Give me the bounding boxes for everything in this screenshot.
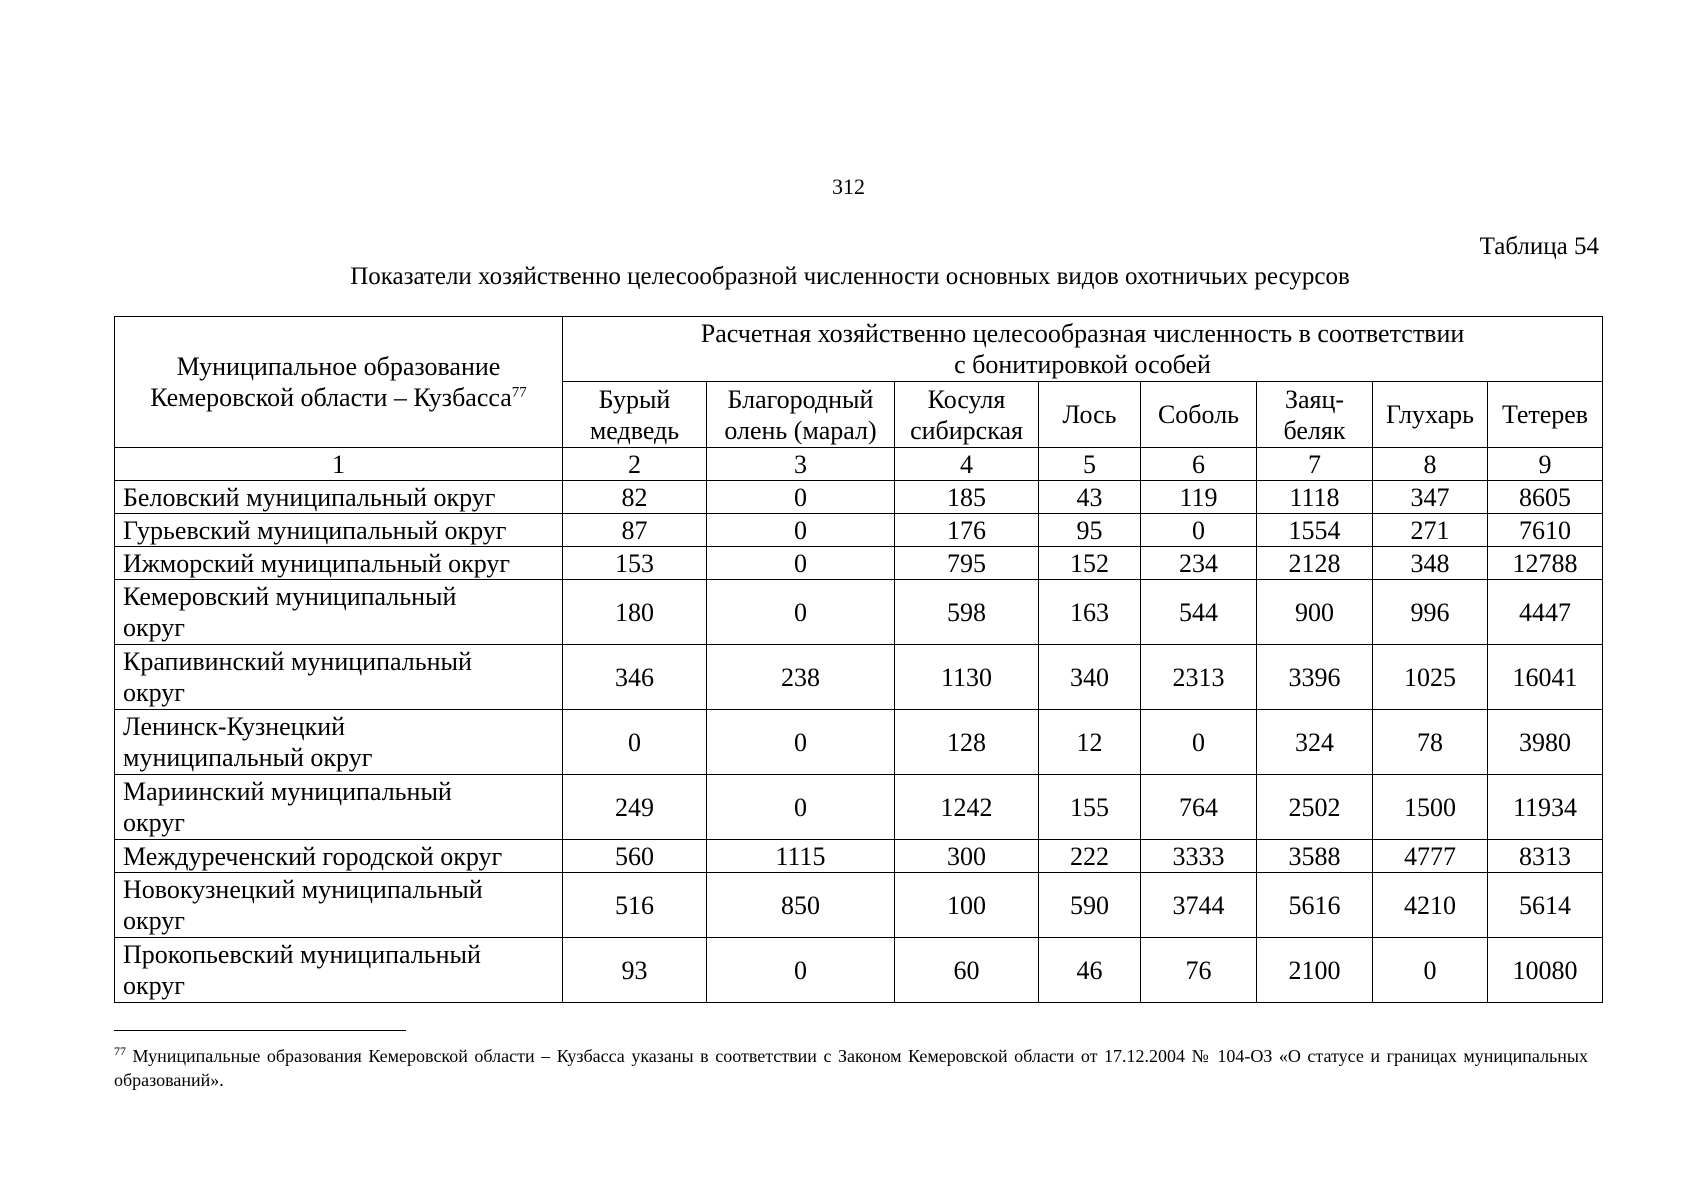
header-species	[1488, 382, 1603, 448]
value-cell: 300	[895, 840, 1039, 873]
municipality-name-line2: округ	[123, 808, 185, 837]
value-cell: 340	[1039, 645, 1141, 710]
header-species-line1: Благородный	[727, 384, 874, 414]
value-cell: 1242	[895, 775, 1039, 840]
value-cell: 0	[1373, 938, 1488, 1003]
value-cell: 2128	[1257, 547, 1373, 580]
header-species-line1: Тетерев	[1501, 400, 1589, 429]
value-cell: 560	[563, 840, 707, 873]
table-row	[115, 514, 1603, 547]
value-cell: 153	[563, 547, 707, 580]
value-cell: 5614	[1488, 873, 1603, 938]
value-cell: 119	[1141, 481, 1257, 514]
value-cell: 152	[1039, 547, 1141, 580]
value-cell: 43	[1039, 481, 1141, 514]
value-cell: 598	[895, 580, 1039, 645]
header-species	[895, 382, 1039, 448]
municipality-name	[115, 840, 563, 873]
value-cell: 222	[1039, 840, 1141, 873]
value-cell: 271	[1373, 514, 1488, 547]
value-cell: 12788	[1488, 547, 1603, 580]
value-cell: 1554	[1257, 514, 1373, 547]
municipality-name	[115, 710, 563, 775]
header-group-line2: с бонитировкой особей	[954, 350, 1211, 379]
value-cell: 2502	[1257, 775, 1373, 840]
value-cell: 180	[563, 580, 707, 645]
municipality-name-line1: Междуреченский городской округ	[123, 841, 503, 871]
value-cell: 1118	[1257, 481, 1373, 514]
header-group-line1: Расчетная хозяйственно целесообразная численность в соответствии	[700, 319, 1465, 348]
footnote-reference: 77	[511, 384, 527, 401]
header-species-line2: медведь	[589, 415, 680, 445]
header-species	[563, 382, 707, 448]
value-cell: 3396	[1257, 645, 1373, 710]
municipality-name	[115, 580, 563, 645]
value-cell: 850	[707, 873, 895, 938]
value-cell: 93	[563, 938, 707, 1003]
value-cell: 4777	[1373, 840, 1488, 873]
value-cell: 0	[707, 580, 895, 645]
column-number: 1	[115, 448, 563, 481]
municipality-name	[115, 514, 563, 547]
header-species-line1: Косуля	[927, 384, 1006, 414]
value-cell: 78	[1373, 710, 1488, 775]
municipality-name-line1: Ижморский муниципальный округ	[123, 548, 511, 578]
value-cell: 764	[1141, 775, 1257, 840]
value-cell: 996	[1373, 580, 1488, 645]
data-table	[114, 316, 1603, 1003]
value-cell: 1115	[707, 840, 895, 873]
value-cell: 46	[1039, 938, 1141, 1003]
value-cell: 4447	[1488, 580, 1603, 645]
value-cell: 76	[1141, 938, 1257, 1003]
value-cell: 516	[563, 873, 707, 938]
municipality-name-line2: округ	[123, 678, 185, 707]
value-cell: 10080	[1488, 938, 1603, 1003]
value-cell: 8605	[1488, 481, 1603, 514]
municipality-name-line1: Прокопьевский муниципальный	[123, 940, 481, 969]
value-cell: 544	[1141, 580, 1257, 645]
value-cell: 4210	[1373, 873, 1488, 938]
header-species	[1141, 382, 1257, 448]
header-species-line2: сибирская	[910, 415, 1023, 445]
municipality-name-line2: округ	[123, 613, 185, 642]
municipality-name-line2: муниципальный округ	[123, 743, 373, 772]
table-title: Показатели хозяйственно целесообразной численности основных видов охотничьих ресурсов	[350, 263, 1350, 290]
value-cell: 82	[563, 481, 707, 514]
value-cell: 0	[707, 775, 895, 840]
value-cell: 324	[1257, 710, 1373, 775]
municipality-name	[115, 938, 563, 1003]
value-cell: 0	[1141, 710, 1257, 775]
municipality-name	[115, 645, 563, 710]
value-cell: 7610	[1488, 514, 1603, 547]
municipality-name-line1: Кемеровский муниципальный	[123, 582, 457, 611]
table-row	[115, 645, 1603, 710]
value-cell: 900	[1257, 580, 1373, 645]
value-cell: 87	[563, 514, 707, 547]
value-cell: 0	[707, 710, 895, 775]
header-municipality	[115, 317, 563, 448]
municipality-name	[115, 775, 563, 840]
municipality-name-line1: Мариинский муниципальный	[123, 777, 452, 806]
value-cell: 185	[895, 481, 1039, 514]
table-row	[115, 840, 1603, 873]
value-cell: 95	[1039, 514, 1141, 547]
value-cell: 238	[707, 645, 895, 710]
value-cell: 2313	[1141, 645, 1257, 710]
value-cell: 249	[563, 775, 707, 840]
value-cell: 100	[895, 873, 1039, 938]
header-municipality-line1: Муниципальное образование	[176, 352, 501, 381]
municipality-name-line1: Ленинск-Кузнецкий	[123, 712, 346, 741]
value-cell: 346	[563, 645, 707, 710]
municipality-name	[115, 481, 563, 514]
municipality-name-line1: Крапивинский муниципальный	[123, 647, 472, 676]
value-cell: 3588	[1257, 840, 1373, 873]
value-cell: 590	[1039, 873, 1141, 938]
value-cell: 163	[1039, 580, 1141, 645]
value-cell: 176	[895, 514, 1039, 547]
value-cell: 234	[1141, 547, 1257, 580]
table-row	[115, 873, 1603, 938]
column-number: 2	[563, 448, 707, 481]
municipality-name-line2: округ	[123, 971, 185, 1000]
header-species	[1373, 382, 1488, 448]
footnote-divider	[114, 1030, 406, 1031]
footnote	[114, 1044, 1588, 1092]
column-number: 6	[1141, 448, 1257, 481]
municipality-name	[115, 873, 563, 938]
value-cell: 3333	[1141, 840, 1257, 873]
header-species-line1: Бурый	[598, 384, 671, 414]
header-species-line2: олень (марал)	[724, 415, 877, 445]
value-cell: 1130	[895, 645, 1039, 710]
value-cell: 0	[707, 481, 895, 514]
header-species	[1257, 382, 1373, 448]
value-cell: 0	[707, 938, 895, 1003]
municipality-name-line1: Беловский муниципальный округ	[123, 482, 496, 512]
municipality-name-line1: Гурьевский муниципальный округ	[123, 515, 507, 545]
value-cell: 11934	[1488, 775, 1603, 840]
header-municipality-line2: Кемеровской области – Кузбасса	[150, 383, 512, 412]
header-species-line1: Глухарь	[1385, 400, 1475, 429]
value-cell: 12	[1039, 710, 1141, 775]
footnote-marker: 77	[114, 1044, 126, 1058]
value-cell: 16041	[1488, 645, 1603, 710]
value-cell: 1500	[1373, 775, 1488, 840]
municipality-name	[115, 547, 563, 580]
header-species-line1: Лось	[1062, 400, 1117, 429]
table-row	[115, 938, 1603, 1003]
value-cell: 8313	[1488, 840, 1603, 873]
value-cell: 60	[895, 938, 1039, 1003]
municipality-name-line2: округ	[123, 906, 185, 935]
column-number: 9	[1488, 448, 1603, 481]
value-cell: 128	[895, 710, 1039, 775]
column-number: 3	[707, 448, 895, 481]
value-cell: 2100	[1257, 938, 1373, 1003]
table-label: Таблица 54	[1479, 233, 1599, 260]
value-cell: 348	[1373, 547, 1488, 580]
footnote-text: Муниципальные образования Кемеровской области – Кузбасса указаны в соответствии с Законом Кемеровской области от 17.12.2004 № 104-ОЗ «О статусе и границах муниципальных образований».	[114, 1046, 1588, 1090]
value-cell: 347	[1373, 481, 1488, 514]
value-cell: 0	[1141, 514, 1257, 547]
table-row	[115, 710, 1603, 775]
header-group	[563, 317, 1603, 382]
value-cell: 0	[707, 514, 895, 547]
column-number: 8	[1373, 448, 1488, 481]
header-species-line1: Заяц-	[1284, 384, 1345, 414]
table-row	[115, 547, 1603, 580]
header-species	[707, 382, 895, 448]
header-species-line1: Соболь	[1157, 400, 1240, 429]
municipality-name-line1: Новокузнецкий муниципальный	[123, 875, 483, 904]
table-row	[115, 580, 1603, 645]
table-row	[115, 481, 1603, 514]
column-number: 4	[895, 448, 1039, 481]
value-cell: 0	[707, 547, 895, 580]
column-number: 7	[1257, 448, 1373, 481]
value-cell: 3744	[1141, 873, 1257, 938]
column-number: 5	[1039, 448, 1141, 481]
header-species-line2: беляк	[1283, 415, 1346, 445]
value-cell: 3980	[1488, 710, 1603, 775]
value-cell: 795	[895, 547, 1039, 580]
value-cell: 155	[1039, 775, 1141, 840]
value-cell: 1025	[1373, 645, 1488, 710]
value-cell: 5616	[1257, 873, 1373, 938]
table-row	[115, 775, 1603, 840]
page-number: 312	[832, 174, 865, 199]
value-cell: 0	[563, 710, 707, 775]
header-species	[1039, 382, 1141, 448]
